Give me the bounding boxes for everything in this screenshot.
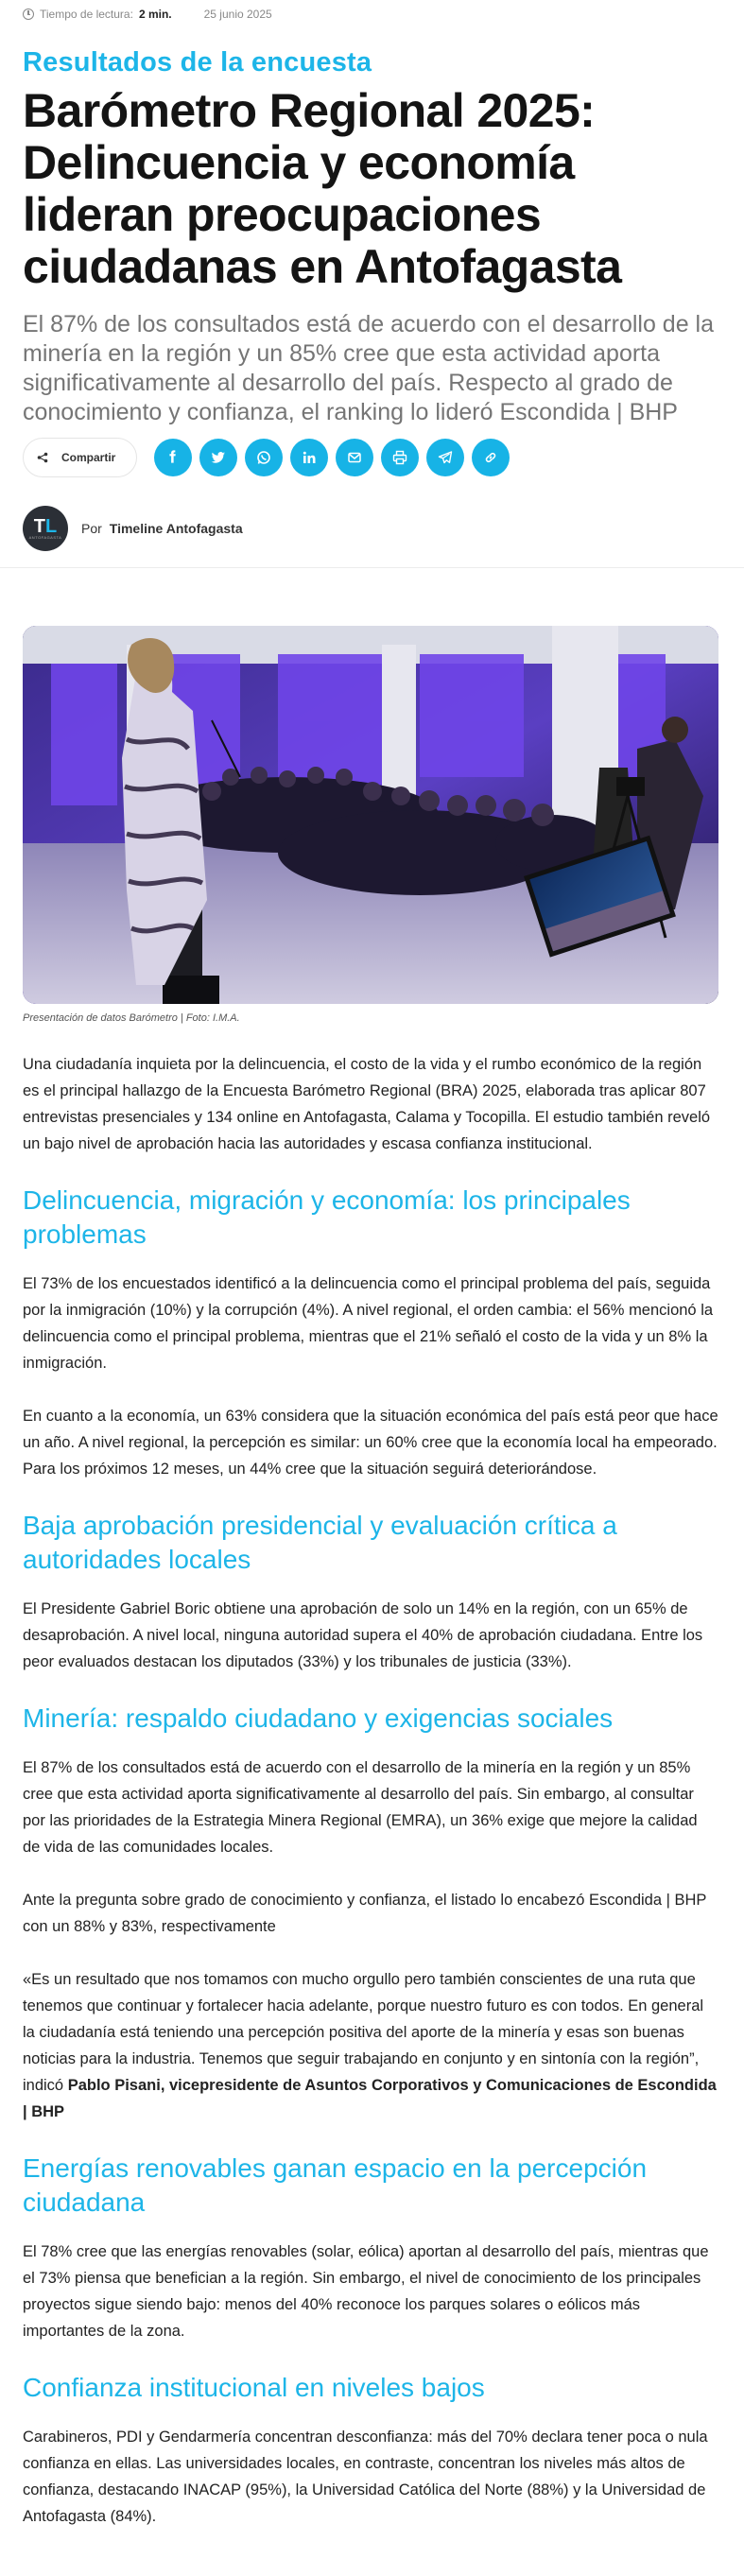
facebook-icon[interactable] (154, 439, 192, 476)
paragraph-mining: El 87% de los consultados está de acuerdo con el desarrollo de la minería en la región y un 85% cree que esta actividad aporta significativamente al desarrollo del país. Sin embargo, al consultar por las prioridades de la Estrategia Minera Regional (EMRA), un 36% exige que mejore la calidad de vida de las comunidades locales. (23, 1759, 698, 1856)
quote-attribution: Pablo Pisani, vicepresidente de Asuntos Corporativos y Comunicaciones de Escondida | BHP (23, 2077, 717, 2120)
paragraph-intro: Una ciudadanía inquieta por la delincuencia, el costo de la vida y el rumbo económico de la región es el principal hallazgo de la Encuesta Barómetro Regional (BRA) 2025, elaborada tras aplicar 807 entrevistas presenciales y 134 online en Antofagasta, Calama y Tocopilla. El estudio también reveló un bajo nivel de aprobación hacia las autoridades y escasa confianza institucional. (23, 1056, 711, 1152)
photo-caption: Presentación de datos Barómetro | Foto: I.M.A. (23, 1012, 240, 1024)
section-heading-trust: Confianza institucional en niveles bajos (23, 2373, 485, 2402)
clock-icon (23, 9, 34, 20)
paragraph-renewables: El 78% cree que las energías renovables (solar, eólica) aportan al desarrollo del país, mientras que el 73% piensa que benefician a la región. Sin embargo, el nivel de conocimiento de los principales proyectos sigue siendo bajo: menos del 40% reconoce los parques solares o eólicos más importantes de la zona. (23, 2243, 709, 2340)
reading-time-value: 2 min. (138, 8, 172, 21)
article-photo (23, 626, 718, 1004)
link-icon[interactable] (472, 439, 510, 476)
paragraph-quote (23, 1966, 718, 2125)
section-heading-approval: Baja aprobación presidencial y evaluación crítica a autoridades locales (23, 1511, 617, 1574)
email-icon[interactable] (336, 439, 373, 476)
share-bar (23, 438, 510, 477)
section-heading-renewables: Energías renovables ganan espacio en la percepción ciudadana (23, 2153, 648, 2217)
paragraph-economy: En cuanto a la economía, un 63% considera que la situación económica del país está peor que hace un año. A nivel regional, la percepción es similar: un 60% cree que la economía local ha empeorado. Para los próximos 12 meses, un 44% cree que la situación seguirá deteriorándose. (23, 1408, 718, 1478)
author-name[interactable]: Timeline Antofagasta (109, 521, 243, 536)
share-label: Compartir (61, 451, 116, 464)
linkedin-icon[interactable] (290, 439, 328, 476)
header-divider (0, 567, 744, 568)
twitter-icon[interactable] (199, 439, 237, 476)
logo-subtitle: ANTOFAGASTA (28, 534, 62, 540)
timeline-logo: TL (33, 515, 58, 537)
publish-date: 25 junio 2025 (203, 8, 272, 21)
paragraph-ranking: Ante la pregunta sobre grado de conocimiento y confianza, el listado lo encabezó Escondida | BHP con un 88% y 83%, respectivamente (23, 1892, 707, 1935)
share-button[interactable] (23, 438, 137, 477)
event-photo-illustration (23, 626, 718, 1004)
quote-text: «Es un resultado que nos tomamos con mucho orgullo pero también conscientes de una ruta que tenemos que continuar y fortalecer hacia adelante, porque nuestro futuro es con todos. En general la ciudadanía está teniendo una percepción positiva del aporte de la minería y esas son buenas noticias para la industria. Tenemos que seguir trabajando en conjunto y en sintonía con la región”, indicó (23, 1971, 704, 2094)
share-icon (37, 452, 48, 463)
reading-meta (23, 8, 272, 21)
article-kicker: Resultados de la encuesta (23, 47, 372, 78)
paragraph-approval: El Presidente Gabriel Boric obtiene una aprobación de solo un 14% en la región, con un 65% de desaprobación. A nivel local, ninguna autoridad supera el 40% de aprobación ciudadana. Entre los peor evaluados destacan los diputados (33%) y los tribunales de justicia (33%). (23, 1600, 703, 1670)
telegram-icon[interactable] (426, 439, 464, 476)
reading-time-label: Tiempo de lectura: (40, 8, 133, 21)
author-byline (23, 506, 243, 551)
section-heading-mining: Minería: respaldo ciudadano y exigencias sociales (23, 1703, 614, 1733)
article-body (23, 1051, 718, 2556)
whatsapp-icon[interactable] (245, 439, 283, 476)
paragraph-trust: Carabineros, PDI y Gendarmería concentran desconfianza: más del 70% declara tener poca o nula confianza en ellas. Las universidades locales, en contraste, concentran los niveles más altos de confianza, destacando INACAP (95%), la Universidad Católica del Norte (88%) y la Universidad de Antofagasta (84%). (23, 2429, 708, 2525)
paragraph-problems: El 73% de los encuestados identificó a la delincuencia como el principal problema del país, seguida por la inmigración (10%) y la corrupción (4%). A nivel regional, el orden cambia: el 56% mencionó la delincuencia como el principal problema, mientras que el 21% señaló el costo de la vida y un 8% la inmigración. (23, 1275, 714, 1372)
article-title: Barómetro Regional 2025: Delincuencia y economía lideran preocupaciones ciudadanas en Antofagasta (23, 84, 622, 293)
author-prefix: Por (81, 521, 102, 536)
author-avatar[interactable] (23, 506, 68, 551)
article-lead: El 87% de los consultados está de acuerdo con el desarrollo de la minería en la región y un 85% cree que esta actividad aporta significativamente al desarrollo del país. Respecto al grado de conocimiento y confianza, el ranking lo lideró Escondida | BHP (23, 311, 715, 425)
print-icon[interactable] (381, 439, 419, 476)
section-heading-problems: Delincuencia, migración y economía: los principales problemas (23, 1185, 631, 1249)
